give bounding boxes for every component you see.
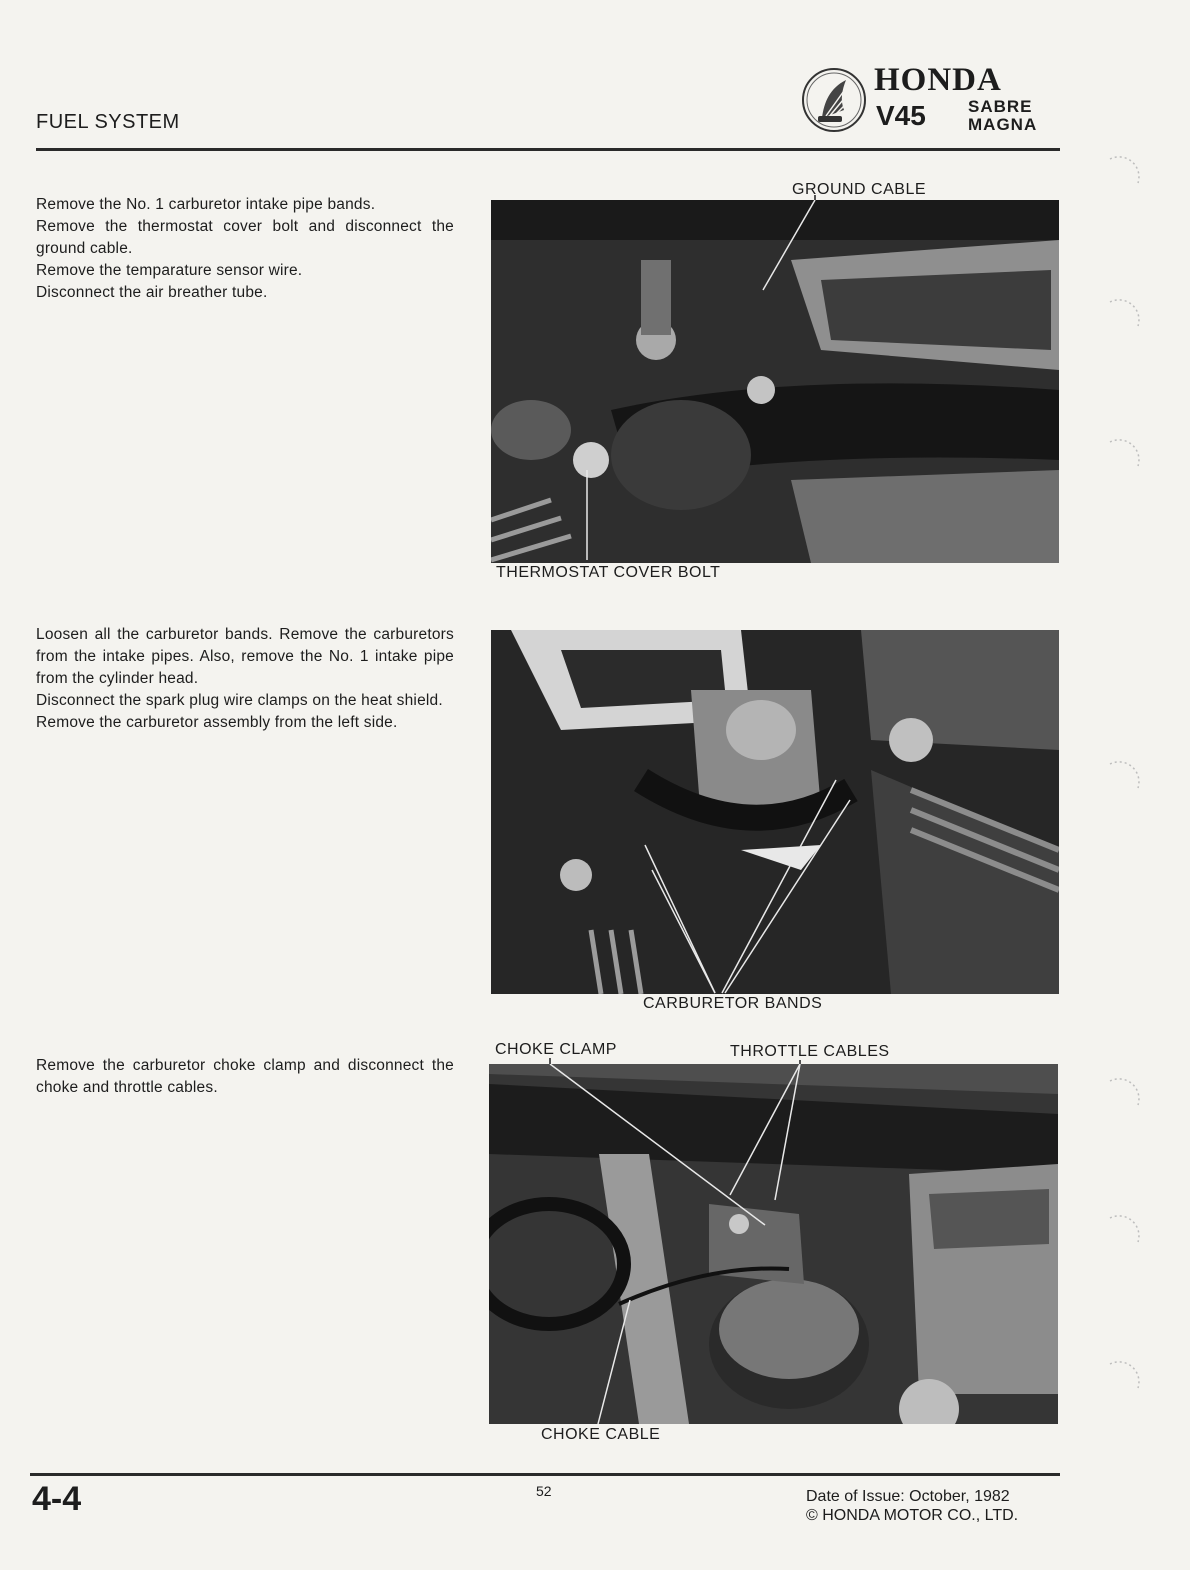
brand-make: HONDA <box>874 62 1002 98</box>
step-1-line-1: Remove the No. 1 carburetor intake pipe bands. <box>36 196 376 213</box>
page-number: 4-4 <box>32 1480 82 1518</box>
section-title: FUEL SYSTEM <box>36 111 180 133</box>
brand-variant-magna: MAGNA <box>968 115 1038 134</box>
header-rule <box>36 148 1060 151</box>
photo-carburetor-bands <box>491 630 1059 994</box>
brand-block <box>874 62 1064 142</box>
binder-hole-mark <box>1100 1358 1144 1402</box>
photo-choke-throttle <box>489 1064 1058 1424</box>
step-2-line-1: Loosen all the carburetor bands. Remove the carburetors from the intake pipes. Also, remove the No. 1 intake pipe from the cylinder head. <box>36 626 454 687</box>
footer-rule <box>30 1473 1060 1476</box>
caption-ground-cable: GROUND CABLE <box>792 181 927 198</box>
page-index: 52 <box>536 1483 552 1499</box>
binder-hole-mark <box>1100 1212 1144 1256</box>
photo-thermostat-area <box>491 200 1059 563</box>
step-2-line-3: Remove the carburetor assembly from the left side. <box>36 714 398 731</box>
step-1-line-4: Disconnect the air breather tube. <box>36 284 268 301</box>
issue-info <box>806 1487 1018 1525</box>
step-3-line-1: Remove the carburetor choke clamp and disconnect the choke and throttle cables. <box>36 1057 454 1096</box>
copyright: © HONDA MOTOR CO., LTD. <box>806 1507 1019 1524</box>
binder-hole-mark <box>1100 296 1144 340</box>
step-1-instructions <box>36 194 454 304</box>
caption-throttle-cables: THROTTLE CABLES <box>730 1043 890 1060</box>
binder-hole-mark <box>1100 436 1144 480</box>
step-2-instructions <box>36 624 454 734</box>
caption-choke-clamp: CHOKE CLAMP <box>495 1041 617 1058</box>
step-3-instructions <box>36 1055 454 1099</box>
brand-model: V45 <box>876 100 926 131</box>
binder-hole-mark <box>1100 153 1144 197</box>
caption-carburetor-bands: CARBURETOR BANDS <box>643 995 823 1012</box>
brand-variant-sabre: SABRE <box>968 97 1033 116</box>
step-2-line-2: Disconnect the spark plug wire clamps on the heat shield. <box>36 692 443 709</box>
caption-thermostat-cover-bolt: THERMOSTAT COVER BOLT <box>496 564 721 581</box>
step-1-line-3: Remove the temparature sensor wire. <box>36 262 303 279</box>
step-1-line-2: Remove the thermostat cover bolt and disconnect the ground cable. <box>36 218 454 257</box>
caption-choke-cable: CHOKE CABLE <box>541 1426 661 1443</box>
binder-hole-mark <box>1100 1075 1144 1119</box>
honda-wing-logo-icon <box>800 66 868 134</box>
binder-hole-mark <box>1100 758 1144 802</box>
issue-date: Date of Issue: October, 1982 <box>806 1488 1010 1505</box>
